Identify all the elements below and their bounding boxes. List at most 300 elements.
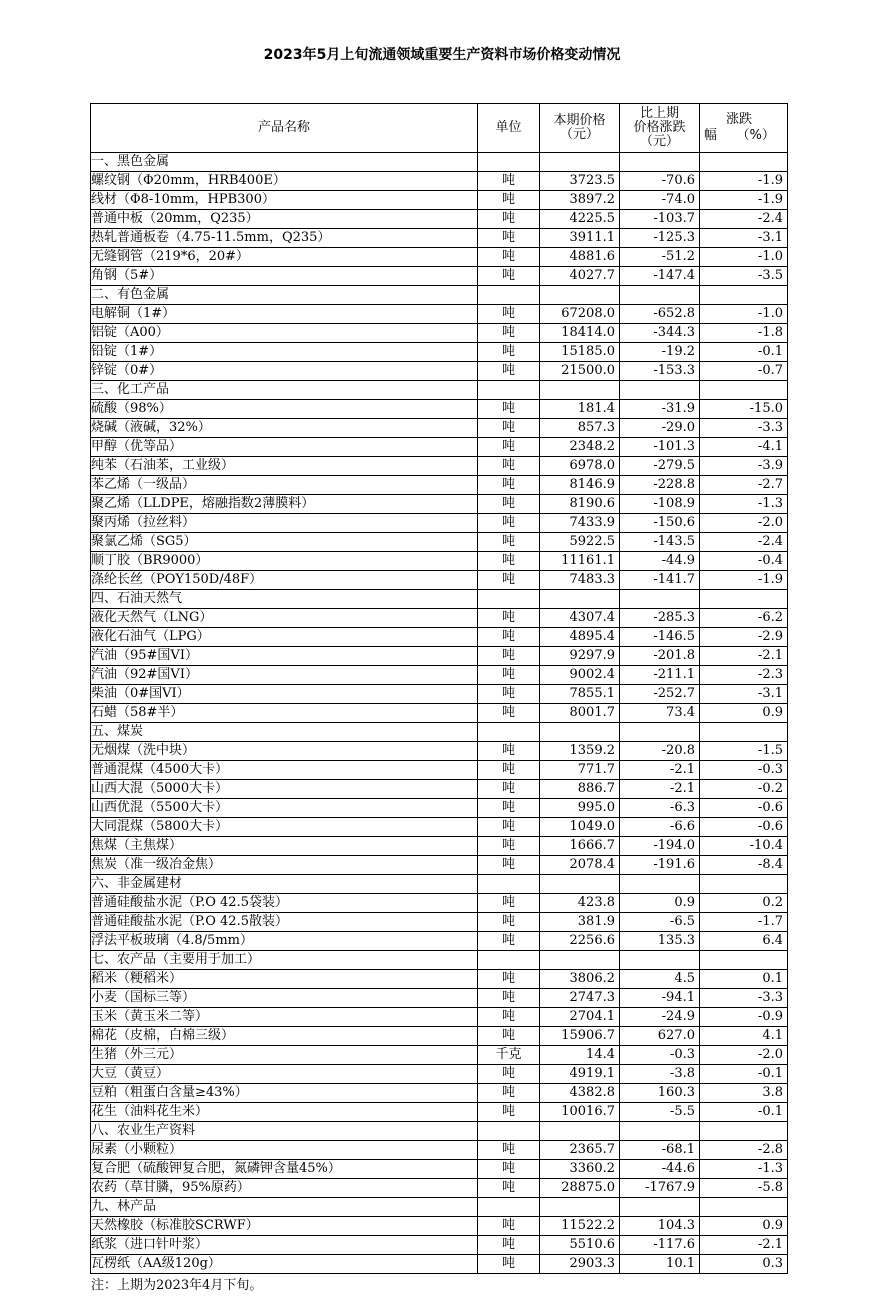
header-pct	[700, 104, 788, 153]
pct-cell: -1.0	[700, 305, 788, 324]
pct-cell: 3.8	[700, 1084, 788, 1103]
unit-cell: 吨	[478, 1084, 540, 1103]
change-cell: -652.8	[620, 305, 700, 324]
unit-cell: 吨	[478, 1255, 540, 1274]
header-pct-line1: 涨跌	[726, 112, 753, 127]
price-cell: 4382.8	[540, 1084, 620, 1103]
table-row	[91, 704, 788, 723]
change-cell: -2.1	[620, 780, 700, 799]
pct-cell: -0.4	[700, 552, 788, 571]
empty-cell	[478, 381, 540, 400]
price-cell: 886.7	[540, 780, 620, 799]
price-cell: 4895.4	[540, 628, 620, 647]
table-row	[91, 400, 788, 419]
unit-cell: 吨	[478, 894, 540, 913]
pct-cell: 0.2	[700, 894, 788, 913]
change-cell: -29.0	[620, 419, 700, 438]
unit-cell: 吨	[478, 818, 540, 837]
table-row	[91, 1046, 788, 1065]
unit-cell: 吨	[478, 1008, 540, 1027]
table-row	[91, 1236, 788, 1255]
price-cell: 4881.6	[540, 248, 620, 267]
change-cell: -285.3	[620, 609, 700, 628]
table-body	[91, 153, 788, 1274]
change-cell: -252.7	[620, 685, 700, 704]
change-cell: -6.6	[620, 818, 700, 837]
product-name: 汽油（92#国VI）	[91, 666, 478, 685]
pct-cell: -1.7	[700, 913, 788, 932]
change-cell: -191.6	[620, 856, 700, 875]
pct-cell: 6.4	[700, 932, 788, 951]
change-cell: -117.6	[620, 1236, 700, 1255]
product-name: 电解铜（1#）	[91, 305, 478, 324]
table-row	[91, 1084, 788, 1103]
price-cell: 14.4	[540, 1046, 620, 1065]
price-cell: 857.3	[540, 419, 620, 438]
unit-cell: 吨	[478, 400, 540, 419]
empty-cell	[540, 951, 620, 970]
pct-cell: -0.9	[700, 1008, 788, 1027]
price-cell: 2747.3	[540, 989, 620, 1008]
price-cell: 6978.0	[540, 457, 620, 476]
change-cell: -228.8	[620, 476, 700, 495]
price-cell: 5510.6	[540, 1236, 620, 1255]
change-cell: 135.3	[620, 932, 700, 951]
unit-cell: 吨	[478, 343, 540, 362]
change-cell: -147.4	[620, 267, 700, 286]
product-name: 普通中板（20mm，Q235）	[91, 210, 478, 229]
category-name: 三、化工产品	[91, 381, 478, 400]
table-row	[91, 818, 788, 837]
unit-cell: 千克	[478, 1046, 540, 1065]
price-cell: 423.8	[540, 894, 620, 913]
change-cell: -44.6	[620, 1160, 700, 1179]
product-name: 顺丁胶（BR9000）	[91, 552, 478, 571]
product-name: 液化天然气（LNG）	[91, 609, 478, 628]
product-name: 尿素（小颗粒）	[91, 1141, 478, 1160]
empty-cell	[700, 1198, 788, 1217]
pct-cell: -8.4	[700, 856, 788, 875]
unit-cell: 吨	[478, 476, 540, 495]
table-row	[91, 1027, 788, 1046]
pct-cell: 0.3	[700, 1255, 788, 1274]
empty-cell	[620, 951, 700, 970]
unit-cell: 吨	[478, 191, 540, 210]
unit-cell: 吨	[478, 1179, 540, 1198]
empty-cell	[620, 723, 700, 742]
pct-cell: -3.1	[700, 229, 788, 248]
table-row	[91, 267, 788, 286]
product-name: 玉米（黄玉米二等）	[91, 1008, 478, 1027]
unit-cell: 吨	[478, 571, 540, 590]
pct-cell: -0.6	[700, 799, 788, 818]
pct-cell: -1.8	[700, 324, 788, 343]
table-row	[91, 419, 788, 438]
product-name: 山西优混（5500大卡）	[91, 799, 478, 818]
change-cell: -146.5	[620, 628, 700, 647]
change-cell: -201.8	[620, 647, 700, 666]
change-cell: -6.3	[620, 799, 700, 818]
table-row	[91, 305, 788, 324]
empty-cell	[540, 1198, 620, 1217]
table-row	[91, 533, 788, 552]
empty-cell	[478, 286, 540, 305]
category-name: 二、有色金属	[91, 286, 478, 305]
price-cell: 3723.5	[540, 172, 620, 191]
table-row	[91, 191, 788, 210]
table-row	[91, 685, 788, 704]
change-cell: -6.5	[620, 913, 700, 932]
pct-cell: -2.1	[700, 647, 788, 666]
table-row	[91, 913, 788, 932]
category-row	[91, 381, 788, 400]
price-cell: 8146.9	[540, 476, 620, 495]
product-name: 无缝钢管（219*6，20#）	[91, 248, 478, 267]
table-row	[91, 989, 788, 1008]
empty-cell	[478, 951, 540, 970]
price-cell: 10016.7	[540, 1103, 620, 1122]
price-cell: 3806.2	[540, 970, 620, 989]
table-header-row	[91, 104, 788, 153]
change-cell: -153.3	[620, 362, 700, 381]
change-cell: -5.5	[620, 1103, 700, 1122]
category-name: 九、林产品	[91, 1198, 478, 1217]
pct-cell: -3.9	[700, 457, 788, 476]
change-cell: -103.7	[620, 210, 700, 229]
price-cell: 9002.4	[540, 666, 620, 685]
table-row	[91, 438, 788, 457]
header-change-line1: 比上期	[639, 106, 679, 121]
table-row	[91, 1179, 788, 1198]
product-name: 锌锭（0#）	[91, 362, 478, 381]
empty-cell	[478, 1198, 540, 1217]
change-cell: 160.3	[620, 1084, 700, 1103]
unit-cell: 吨	[478, 837, 540, 856]
pct-cell: 4.1	[700, 1027, 788, 1046]
empty-cell	[700, 286, 788, 305]
price-cell: 3897.2	[540, 191, 620, 210]
pct-cell: -2.9	[700, 628, 788, 647]
header-change-line2: 价格涨跌	[633, 120, 686, 135]
table-row	[91, 1255, 788, 1274]
unit-cell: 吨	[478, 685, 540, 704]
pct-cell: -2.0	[700, 514, 788, 533]
price-cell: 2704.1	[540, 1008, 620, 1027]
pct-cell: -3.1	[700, 685, 788, 704]
empty-cell	[620, 1198, 700, 1217]
change-cell: 4.5	[620, 970, 700, 989]
unit-cell: 吨	[478, 742, 540, 761]
unit-cell: 吨	[478, 799, 540, 818]
product-name: 农药（草甘膦，95%原药）	[91, 1179, 478, 1198]
empty-cell	[540, 381, 620, 400]
price-cell: 21500.0	[540, 362, 620, 381]
table-row	[91, 362, 788, 381]
product-name: 苯乙烯（一级品）	[91, 476, 478, 495]
empty-cell	[478, 875, 540, 894]
unit-cell: 吨	[478, 913, 540, 932]
empty-cell	[540, 1122, 620, 1141]
pct-cell: -2.8	[700, 1141, 788, 1160]
table-row	[91, 495, 788, 514]
price-cell: 2903.3	[540, 1255, 620, 1274]
product-name: 棉花（皮棉，白棉三级）	[91, 1027, 478, 1046]
unit-cell: 吨	[478, 362, 540, 381]
pct-cell: -0.6	[700, 818, 788, 837]
change-cell: -279.5	[620, 457, 700, 476]
table-row	[91, 324, 788, 343]
price-cell: 67208.0	[540, 305, 620, 324]
unit-cell: 吨	[478, 248, 540, 267]
unit-cell: 吨	[478, 1141, 540, 1160]
unit-cell: 吨	[478, 1236, 540, 1255]
empty-cell	[700, 723, 788, 742]
product-name: 热轧普通板卷（4.75-11.5mm，Q235）	[91, 229, 478, 248]
header-pct-line2: 幅 （%）	[704, 128, 775, 143]
price-cell: 2256.6	[540, 932, 620, 951]
price-cell: 4027.7	[540, 267, 620, 286]
unit-cell: 吨	[478, 229, 540, 248]
unit-cell: 吨	[478, 761, 540, 780]
table-row	[91, 837, 788, 856]
product-name: 浮法平板玻璃（4.8/5mm）	[91, 932, 478, 951]
pct-cell: -0.3	[700, 761, 788, 780]
table-row	[91, 229, 788, 248]
product-name: 涤纶长丝（POY150D/48F）	[91, 571, 478, 590]
price-cell: 11161.1	[540, 552, 620, 571]
price-cell: 15906.7	[540, 1027, 620, 1046]
change-cell: -20.8	[620, 742, 700, 761]
pct-cell: -3.3	[700, 419, 788, 438]
product-name: 石蜡（58#半）	[91, 704, 478, 723]
table-row	[91, 647, 788, 666]
category-name: 四、石油天然气	[91, 590, 478, 609]
pct-cell: -10.4	[700, 837, 788, 856]
product-name: 纯苯（石油苯，工业级）	[91, 457, 478, 476]
unit-cell: 吨	[478, 647, 540, 666]
price-cell: 5922.5	[540, 533, 620, 552]
price-cell: 28875.0	[540, 1179, 620, 1198]
unit-cell: 吨	[478, 305, 540, 324]
unit-cell: 吨	[478, 495, 540, 514]
pct-cell: -2.0	[700, 1046, 788, 1065]
empty-cell	[540, 723, 620, 742]
pct-cell: -2.7	[700, 476, 788, 495]
unit-cell: 吨	[478, 932, 540, 951]
pct-cell: -15.0	[700, 400, 788, 419]
product-name: 大豆（黄豆）	[91, 1065, 478, 1084]
price-cell: 771.7	[540, 761, 620, 780]
price-cell: 4225.5	[540, 210, 620, 229]
table-row	[91, 628, 788, 647]
page-title: 2023年5月上旬流通领域重要生产资料市场价格变动情况	[263, 47, 621, 63]
product-name: 豆粕（粗蛋白含量≥43%）	[91, 1084, 478, 1103]
product-name: 稻米（粳稻米）	[91, 970, 478, 989]
unit-cell: 吨	[478, 514, 540, 533]
unit-cell: 吨	[478, 628, 540, 647]
price-cell: 7483.3	[540, 571, 620, 590]
product-name: 复合肥（硫酸钾复合肥，氮磷钾含量45%）	[91, 1160, 478, 1179]
product-name: 聚丙烯（拉丝料）	[91, 514, 478, 533]
empty-cell	[478, 1122, 540, 1141]
pct-cell: 0.1	[700, 970, 788, 989]
product-name: 天然橡胶（标准胶SCRWF）	[91, 1217, 478, 1236]
pct-cell: 0.9	[700, 704, 788, 723]
product-name: 螺纹钢（Φ20mm，HRB400E）	[91, 172, 478, 191]
category-name: 八、农业生产资料	[91, 1122, 478, 1141]
unit-cell: 吨	[478, 324, 540, 343]
product-name: 无烟煤（洗中块）	[91, 742, 478, 761]
change-cell: -194.0	[620, 837, 700, 856]
header-change	[620, 104, 700, 153]
pct-cell: -0.7	[700, 362, 788, 381]
header-price-line2: （元）	[559, 127, 599, 142]
unit-cell: 吨	[478, 609, 540, 628]
product-name: 普通混煤（4500大卡）	[91, 761, 478, 780]
product-name: 液化石油气（LPG）	[91, 628, 478, 647]
pct-cell: -2.3	[700, 666, 788, 685]
empty-cell	[478, 590, 540, 609]
price-cell: 3360.2	[540, 1160, 620, 1179]
empty-cell	[700, 951, 788, 970]
product-name: 生猪（外三元）	[91, 1046, 478, 1065]
price-cell: 1049.0	[540, 818, 620, 837]
unit-cell: 吨	[478, 172, 540, 191]
change-cell: -344.3	[620, 324, 700, 343]
unit-cell: 吨	[478, 438, 540, 457]
empty-cell	[620, 153, 700, 172]
table-row	[91, 666, 788, 685]
table-row	[91, 514, 788, 533]
pct-cell: -0.1	[700, 1065, 788, 1084]
category-row	[91, 286, 788, 305]
empty-cell	[700, 875, 788, 894]
pct-cell: -0.2	[700, 780, 788, 799]
empty-cell	[700, 381, 788, 400]
price-cell: 7433.9	[540, 514, 620, 533]
header-unit: 单位	[478, 104, 540, 153]
unit-cell: 吨	[478, 552, 540, 571]
category-name: 一、黑色金属	[91, 153, 478, 172]
table-row	[91, 1065, 788, 1084]
footnote: 注：上期为2023年4月下旬。	[91, 1278, 263, 1293]
pct-cell: -2.4	[700, 533, 788, 552]
category-row	[91, 590, 788, 609]
empty-cell	[620, 381, 700, 400]
table-row	[91, 1008, 788, 1027]
product-name: 山西大混（5000大卡）	[91, 780, 478, 799]
unit-cell: 吨	[478, 666, 540, 685]
unit-cell: 吨	[478, 780, 540, 799]
price-cell: 995.0	[540, 799, 620, 818]
pct-cell: -2.4	[700, 210, 788, 229]
product-name: 焦炭（准一级冶金焦）	[91, 856, 478, 875]
price-cell: 8001.7	[540, 704, 620, 723]
table-row	[91, 172, 788, 191]
header-price	[540, 104, 620, 153]
empty-cell	[540, 875, 620, 894]
empty-cell	[700, 1122, 788, 1141]
empty-cell	[620, 590, 700, 609]
unit-cell: 吨	[478, 856, 540, 875]
table-row	[91, 799, 788, 818]
change-cell: -31.9	[620, 400, 700, 419]
product-name: 线材（Φ8-10mm，HPB300）	[91, 191, 478, 210]
change-cell: 0.9	[620, 894, 700, 913]
price-cell: 181.4	[540, 400, 620, 419]
empty-cell	[478, 723, 540, 742]
category-name: 七、农产品（主要用于加工）	[91, 951, 478, 970]
category-row	[91, 951, 788, 970]
change-cell: -141.7	[620, 571, 700, 590]
change-cell: -44.9	[620, 552, 700, 571]
table-row	[91, 457, 788, 476]
change-cell: -70.6	[620, 172, 700, 191]
price-cell: 18414.0	[540, 324, 620, 343]
pct-cell: -1.9	[700, 191, 788, 210]
change-cell: -108.9	[620, 495, 700, 514]
header-product-name: 产品名称	[91, 104, 478, 153]
price-cell: 2078.4	[540, 856, 620, 875]
change-cell: 73.4	[620, 704, 700, 723]
price-cell: 2365.7	[540, 1141, 620, 1160]
price-cell: 4919.1	[540, 1065, 620, 1084]
product-name: 柴油（0#国VI）	[91, 685, 478, 704]
category-name: 五、煤炭	[91, 723, 478, 742]
table-row	[91, 210, 788, 229]
empty-cell	[620, 1122, 700, 1141]
table-row	[91, 894, 788, 913]
unit-cell: 吨	[478, 533, 540, 552]
product-name: 焦煤（主焦煤）	[91, 837, 478, 856]
table-row	[91, 1217, 788, 1236]
change-cell: -94.1	[620, 989, 700, 1008]
unit-cell: 吨	[478, 1027, 540, 1046]
price-cell: 9297.9	[540, 647, 620, 666]
pct-cell: -0.1	[700, 343, 788, 362]
empty-cell	[540, 286, 620, 305]
pct-cell: -2.1	[700, 1236, 788, 1255]
table-row	[91, 780, 788, 799]
change-cell: -0.3	[620, 1046, 700, 1065]
table-row	[91, 476, 788, 495]
product-name: 角钢（5#）	[91, 267, 478, 286]
product-name: 普通硅酸盐水泥（P.O 42.5袋装）	[91, 894, 478, 913]
unit-cell: 吨	[478, 457, 540, 476]
pct-cell: -3.3	[700, 989, 788, 1008]
empty-cell	[540, 590, 620, 609]
empty-cell	[478, 153, 540, 172]
product-name: 铝锭（A00）	[91, 324, 478, 343]
table-row	[91, 343, 788, 362]
price-cell: 1359.2	[540, 742, 620, 761]
product-name: 瓦楞纸（AA级120g）	[91, 1255, 478, 1274]
change-cell: -125.3	[620, 229, 700, 248]
pct-cell: -0.1	[700, 1103, 788, 1122]
product-name: 普通硅酸盐水泥（P.O 42.5散装）	[91, 913, 478, 932]
price-cell: 1666.7	[540, 837, 620, 856]
category-row	[91, 723, 788, 742]
pct-cell: -4.1	[700, 438, 788, 457]
change-cell: -19.2	[620, 343, 700, 362]
pct-cell: 0.9	[700, 1217, 788, 1236]
table-row	[91, 932, 788, 951]
unit-cell: 吨	[478, 1217, 540, 1236]
change-cell: -150.6	[620, 514, 700, 533]
change-cell: -24.9	[620, 1008, 700, 1027]
empty-cell	[700, 153, 788, 172]
table-row	[91, 1103, 788, 1122]
